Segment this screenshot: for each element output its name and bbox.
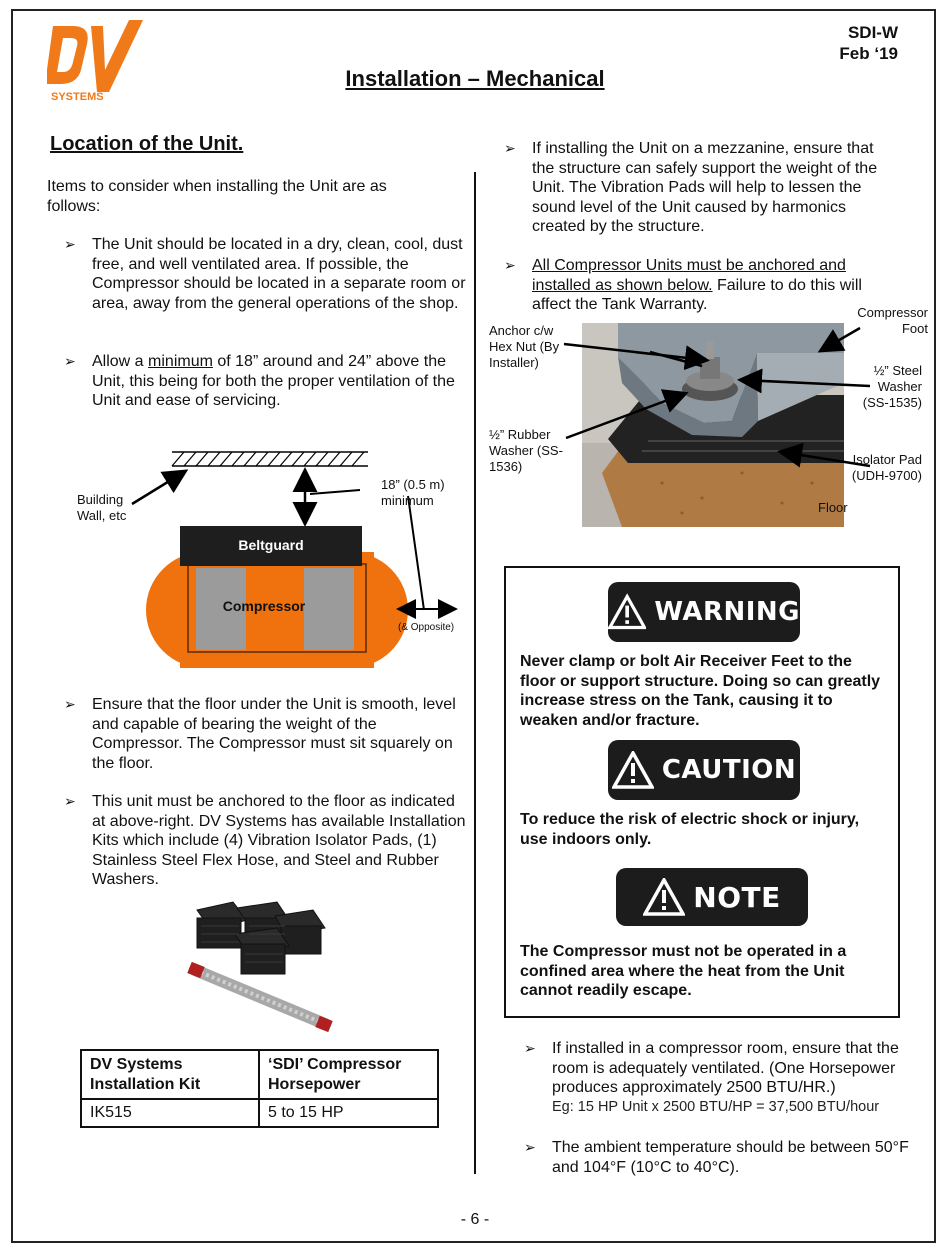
arrowhead-bullet-icon: ➢ <box>524 1139 536 1155</box>
table-header: ‘SDI’ Compressor Horsepower <box>259 1050 438 1099</box>
arrowhead-bullet-icon: ➢ <box>64 696 76 712</box>
arrowhead-bullet-icon: ➢ <box>524 1040 536 1056</box>
right-bullet-1 <box>504 139 892 237</box>
doc-date: Feb ‘19 <box>839 44 898 63</box>
bullet-text-post: Failure to do this will affect the Tank Warranty. <box>532 276 862 313</box>
compressor-label: Compressor <box>222 598 306 614</box>
opposite-label: (& Opposite) <box>398 622 455 633</box>
clearance-diagram <box>60 440 470 680</box>
example-calculation: Eg: 15 HP Unit x 2500 BTU/HP = 37,500 BTU/hour <box>552 1098 880 1115</box>
floor-label: Floor <box>818 500 848 515</box>
caution-text: To reduce the risk of electric shock or injury, use indoors only. <box>520 811 860 848</box>
left-bullet-1 <box>64 235 466 313</box>
document-id <box>839 22 898 64</box>
anchor-label: Anchor c/w Hex Nut (By Installer) <box>489 323 560 370</box>
beltguard-label: Beltguard <box>238 537 304 553</box>
table-row <box>81 1099 438 1127</box>
bullet-text: If installed in a compressor room, ensure that the room is adequately ventilated. (One Horsepower produces approximately 2500 BTU/HR.) <box>552 1040 899 1096</box>
warning-triangle-icon <box>643 878 685 916</box>
left-bullet-3 <box>64 695 466 773</box>
doc-code: SDI-W <box>847 23 898 42</box>
arrowhead-bullet-icon: ➢ <box>504 257 516 273</box>
table-cell: 5 to 15 HP <box>259 1099 438 1127</box>
section-title: Location of the Unit. <box>50 133 244 155</box>
arrowhead-bullet-icon: ➢ <box>64 793 76 809</box>
left-bullet-2 <box>64 352 466 411</box>
left-bullet-4 <box>64 792 466 890</box>
bullet-text-underline: All Compressor Units must be anchored and installed as shown below. <box>532 257 846 294</box>
arrowhead-bullet-icon: ➢ <box>64 353 76 369</box>
note-badge: NOTE <box>616 868 808 926</box>
bullet-text: The ambient temperature should be between 50°F and 104°F (10°C to 40°C). <box>552 1139 909 1176</box>
caution-badge: CAUTION <box>608 740 800 800</box>
warning-text: Never clamp or bolt Air Receiver Feet to the floor or support structure. Doing so can greatly increase stress on the Tank, causing it to weaken and/or fracture. <box>520 653 881 729</box>
arrowhead-bullet-icon: ➢ <box>64 236 76 252</box>
compressor-foot-label: Compressor Foot <box>857 305 928 336</box>
bullet-text: If installing the Unit on a mezzanine, ensure that the structure can safely support the weight of the Unit. The Vibration Pads will help to lessen the sound level of the Unit caused by harmonics created by the structure. <box>532 140 878 235</box>
note-text: The Compressor must not be operated in a confined area where the heat from the Unit cannot readily escape. <box>520 943 847 999</box>
installation-kit-photo <box>185 900 335 1035</box>
bullet-text-pre: Allow a <box>92 353 149 370</box>
page-number: - 6 - <box>460 1211 490 1228</box>
installation-kit-table <box>80 1049 439 1128</box>
svg-text:SYSTEMS: SYSTEMS <box>51 91 104 103</box>
safety-notices-box <box>504 566 900 1018</box>
right-bullet-3 <box>524 1039 922 1116</box>
warning-triangle-icon <box>612 751 654 789</box>
building-wall-label: Building Wall, etc <box>77 492 127 523</box>
clearance-label: 18” (0.5 m) minimum <box>381 477 445 508</box>
arrowhead-bullet-icon: ➢ <box>504 140 516 156</box>
table-header: DV Systems Installation Kit <box>81 1050 259 1099</box>
right-bullet-4 <box>524 1138 922 1177</box>
isolator-pad-label: Isolator Pad (UDH-9700) <box>851 452 922 483</box>
page-title: Installation – Mechanical <box>345 66 605 91</box>
bullet-text-post: of 18” around and 24” above the Unit, this being for both the proper ventilation of the Unit and ease of servicing. <box>92 353 455 409</box>
bullet-text: This unit must be anchored to the floor as indicated at above-right. DV Systems has available Installation Kits which include (4) Vibration Isolator Pads, (1) Stainless Steel Flex Hose, and Steel and Rubber Washers. <box>92 793 466 888</box>
steel-washer-label: ½” Steel Washer (SS-1535) <box>862 363 922 410</box>
rubber-washer-label: ½” Rubber Washer (SS-1536) <box>489 427 563 474</box>
bullet-text: The Unit should be located in a dry, clean, cool, dust free, and well ventilated area. If possible, the Compressor should be located in a separate room or area, away from the general operations of the shop. <box>92 236 466 312</box>
table-header-row <box>81 1050 438 1099</box>
warning-triangle-icon <box>608 593 646 631</box>
warning-badge: WARNING <box>608 582 800 642</box>
intro-text: Items to consider when installing the Unit are as follows: <box>47 178 387 215</box>
table-cell: IK515 <box>81 1099 259 1127</box>
bullet-text-underline: minimum <box>148 353 213 370</box>
bullet-text: Ensure that the floor under the Unit is smooth, level and capable of bearing the weight of the Compressor. The Compressor must sit squarely on the floor. <box>92 696 456 772</box>
